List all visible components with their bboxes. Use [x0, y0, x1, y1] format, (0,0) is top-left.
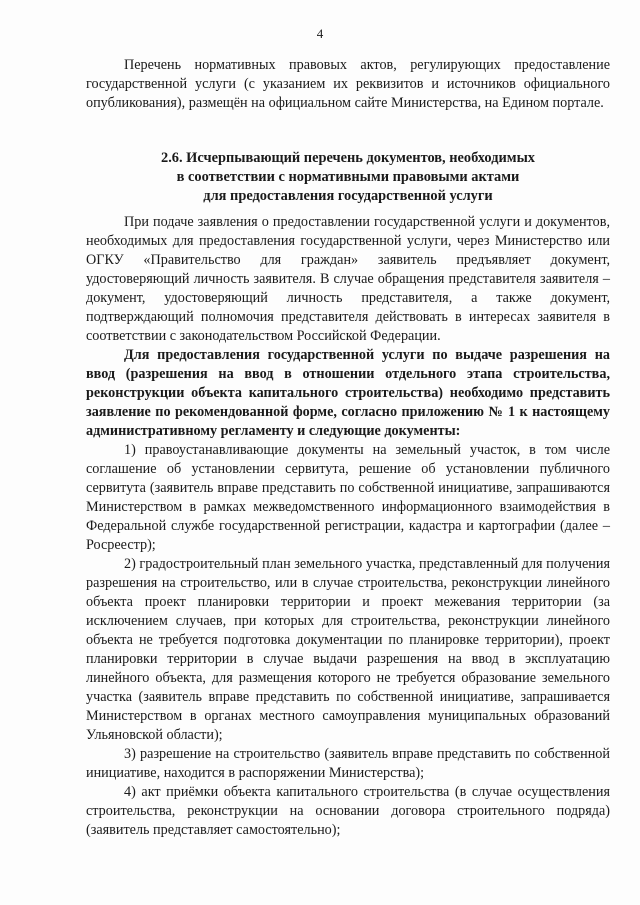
list-item-3: 3) разрешение на строительство (заявитель вправе представить по собственной инициативе, находится в распоряжении Министерства); — [86, 746, 610, 781]
intro-paragraph: Перечень нормативных правовых актов, регулирующих предоставление государственной услуги (с указанием их реквизитов и источников официального опубликования), размещён на официальном сайте Министерства, на Едином портале. — [86, 57, 610, 111]
list-item-4: 4) акт приёмки объекта капитального строительства (в случае осуществления строительства, реконструкции на основании договора строительного подряда) (заявитель представляет самостоятельно); — [86, 784, 610, 838]
section-body — [86, 213, 610, 840]
page-number: 4 — [316, 26, 324, 41]
list-item-1: 1) правоустанавливающие документы на земельный участок, в том числе соглашение об установлении сервитута, решение об установлении публичного сервитута (заявитель вправе представить по собственной инициативе, запрашиваются Министерством в рамках межведомственного информационного взаимодействия в Федеральной службе государственной регистрации, кадастра и картографии (далее – Росреестр); — [86, 442, 610, 553]
list-item-2: 2) градостроительный план земельного участка, представленный для получения разрешения на строительство, или в случае строительства, реконструкции линейного объекта проект планировки территории и проект межевания территории (за исключением случаев, при которых для строительства, реконструкции линейного объекта не требуется подготовка документации по планировке территории), проект планировки территории в случае выдачи разрешения на ввод в эксплуатацию линейного объекта, для размещения которого не требуется образование земельного участка (заявитель вправе представить по собственной инициативе, запрашивается Министерством в органах местного самоуправления муниципальных образований Ульяновской области); — [86, 556, 610, 743]
intro-block — [86, 56, 610, 113]
section-heading-line-1: 2.6. Исчерпывающий перечень документов, необходимых — [161, 150, 535, 166]
section-heading-line-2: в соответствии с нормативными правовыми актами — [176, 169, 520, 185]
paragraph-required-documents: Для предоставления государственной услуги по выдаче разрешения на ввод (разрешения на ввод в отношении отдельного этапа строительства, реконструкции объекта капитального строительства) необходимо представить заявление по рекомендованной форме, согласно приложению № 1 к настоящему административному регламенту и следующие документы: — [86, 347, 610, 439]
section-heading — [86, 149, 610, 206]
paragraph-identity-document: При подаче заявления о предоставлении государственной услуги и документов, необходимых для предоставления государственной услуги, через Министерство или ОГКУ «Правительство для граждан» заявитель предъявляет документ, удостоверяющий личность заявителя. В случае обращения представителя заявителя – документ, удостоверяющий личность представителя, а также документ, подтверждающий полномочия представителя действовать в интересах заявителя в соответствии с законодательством Российской Федерации. — [86, 214, 610, 344]
section-heading-line-3: для предоставления государственной услуги — [203, 188, 493, 204]
